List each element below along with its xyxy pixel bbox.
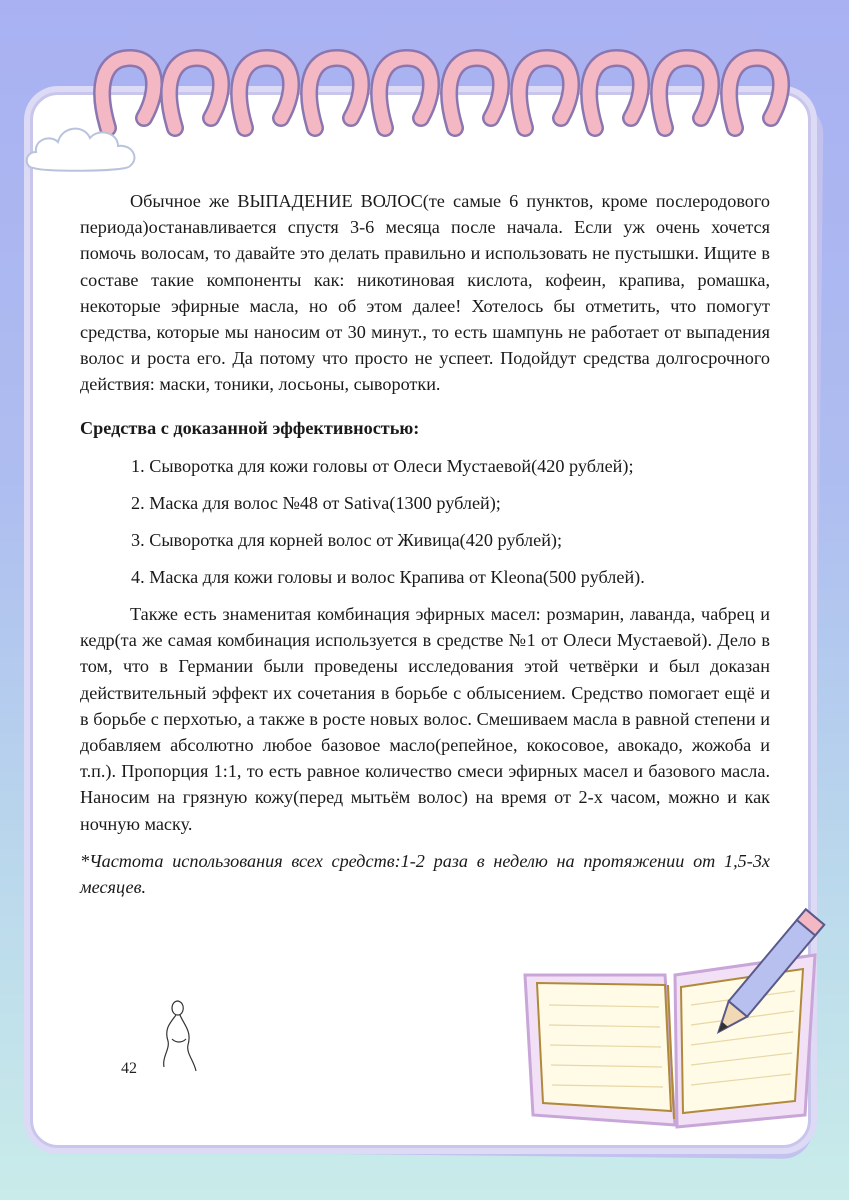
page-number: 42 [121,1060,137,1077]
list-item: 4. Маска для кожи головы и волос Крапива от Kleona(500 рублей). [131,566,645,587]
cloud-icon [22,110,152,180]
list-item: 2. Маска для волос №48 от Sativa(1300 рублей); [131,492,501,513]
woman-silhouette-icon [150,995,210,1075]
frequency-footnote: *Частота использования всех средств:1-2 раза в неделю на протяжении от 1,5-3х месяцев. [80,850,770,898]
products-list [80,453,770,590]
list-item: 3. Сыворотка для корней волос от Живица(420 рублей); [131,529,563,550]
intro-paragraph: Обычное же ВЫПАДЕНИЕ ВОЛОС(те самые 6 пунктов, кроме послеродового периода)останавливается спустя 3-6 месяца после начала. Если уж очень хочется помочь волосам, то давайте это делать правильно и использовать не пустышки. Ищите в составе такие компоненты как: никотиновая кислота, кофеин, крапива, ромашка, некоторые эфирные масла, но об этом далее! Хотелось бы отметить, что помогут средства, которые мы наносим от 30 минут., то есть шампунь не работает от выпадения волос и роста его. Да потому что просто не успеет. Подойдут средства долгосрочного действия: маски, тоники, лосьоны, сыворотки. [80,191,770,395]
list-item: 1. Сыворотка для кожи головы от Олеси Мустаевой(420 рублей); [131,455,634,476]
list-heading: Средства с доказанной эффективностью: [80,417,420,438]
oils-paragraph: Также есть знаменитая комбинация эфирных масел: розмарин, лаванда, чабрец и кедр(та же самая комбинация используется в средстве №1 от Олеси Мустаевой). Дело в том, что в Германии были проведены исследования этой четвёрки и был доказан действительный эффект их сочетания в борьбе с облысением. Средство помогает ещё и в борьбе с перхотью, а также в росте новых волос. Смешиваем масла в равной степени и добавляем абсолютно любое базовое масло(репейное, кокосовое, авокадо, жожоба и т.п.). Пропорция 1:1, то есть равное количество смеси эфирных масел и базового масла. Наносим на грязную кожу(перед мытьём волос) на время от 2-х часом, можно и как ночную маску. [80,604,770,834]
open-book-pencil-icon [505,905,845,1145]
page-content [80,188,770,900]
